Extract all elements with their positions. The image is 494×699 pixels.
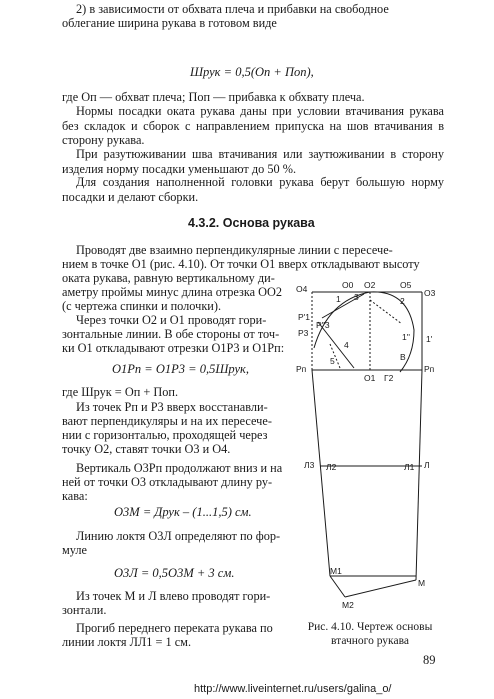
label-o3: О3 (424, 288, 436, 298)
paragraph-13-line-2: линии локтя ЛЛ1 = 1 см. (62, 635, 192, 649)
paragraph-10-line-2: ней от точки О3 откладывают длину ру- (62, 475, 273, 489)
paragraph-8: где Шрук = Оп + Поп. (62, 385, 179, 399)
paragraph-7-line-1: Через точки О2 и О1 проводят гори- (76, 313, 267, 327)
label-pn-right: Рп (424, 364, 435, 374)
figure-caption (300, 620, 440, 648)
paragraph-6-line-4: аметру проймы минус длина отрезка ОО2 (62, 285, 283, 299)
label-5: 5 (330, 356, 335, 366)
formula-o1pn: О1Рп = О1Р3 = 0,5Шрук, (112, 362, 249, 376)
paragraph-9-line-3: нии с горизонталью, проходящей через (62, 428, 268, 442)
label-l3: Л3 (304, 460, 315, 470)
paragraph-12-line-2: зонтали. (62, 603, 107, 617)
paragraph-11-line-1: Линию локтя О3Л определяют по фор- (76, 529, 281, 543)
label-g2: Г2 (384, 373, 394, 383)
label-o0: О0 (342, 280, 354, 290)
label-p1-prime: Р'1 (298, 312, 311, 322)
paragraph-6-line-5: (с чертежа спинки и полочки). (62, 299, 222, 313)
label-1-double-prime: 1'' (402, 332, 410, 342)
sleeve-cap-curve (314, 292, 414, 372)
paragraph-7-line-2: зонтальные линии. В обе стороны от точ- (62, 327, 280, 341)
label-l1: Л1 (404, 462, 415, 472)
label-m2: М2 (342, 600, 354, 610)
line-bottom-hem (345, 580, 416, 597)
paragraph-13-line-1: Прогиб переднего переката рукава по (76, 621, 273, 635)
line-right-side (416, 370, 422, 580)
figure-labels (296, 280, 436, 610)
sleeve-draft-figure (292, 278, 446, 612)
paragraph-1-line-1: 2) в зависимости от обхвата плеча и прибавки на свободное (76, 2, 389, 16)
figure-caption-line-1: Рис. 4.10. Чертеж основы (307, 621, 433, 633)
label-m1: М1 (330, 566, 342, 576)
paragraph-11-line-2: муле (62, 543, 87, 557)
paragraph-9-line-2: вают перпендикуляры и на их пересече- (62, 414, 272, 428)
page-number: 89 (423, 653, 436, 667)
paragraph-4: При разутюживании шва втачивания или заутюживании в сторону изделия норму посадки уменьшают до 50 %. (62, 147, 444, 176)
label-m: М (418, 578, 426, 588)
line-bottom-left (330, 576, 345, 597)
paragraph-3: Нормы посадки оката рукава даны при условии втачивания рукава без складок и сборок с направлением припуска на шов втачивания в сторону рукава. (62, 104, 444, 147)
formula-elbow-line: О3Л = 0,5О3М + 3 см. (114, 566, 235, 580)
paragraph-6-line-3: оката рукава, равную вертикальному ди- (62, 271, 275, 285)
paragraph-1-line-2: облегание ширина рукава в готовом виде (62, 16, 277, 30)
paragraph-7-line-3: ки О1 откладывают отрезки О1Р3 и О1Рп: (62, 341, 285, 355)
section-heading: 4.3.2. Основа рукава (188, 216, 315, 230)
label-o5: О5 (400, 280, 412, 290)
paragraph-6-line-1: Проводят две взаимно перпендикулярные линии с пересече- (76, 243, 393, 257)
label-p3: Р3 (298, 328, 309, 338)
line-diagonal-right (370, 300, 402, 324)
label-o4: О4 (296, 284, 308, 294)
label-o2: О2 (364, 280, 376, 290)
label-2: 2 (400, 296, 405, 306)
formula-sleeve-width: Шрук = 0,5(Оп + Поп), (190, 65, 314, 79)
label-pn-left: Рп (296, 364, 307, 374)
paragraph-9-line-1: Из точек Рп и Р3 вверх восстанавли- (76, 400, 268, 414)
label-3: 3 (354, 292, 359, 302)
paragraph-2: где Оп — обхват плеча; Поп — прибавка к обхвату плеча. (62, 90, 365, 104)
label-4: 4 (344, 340, 349, 350)
paragraph-5: Для создания наполненной головки рукава берут большую норму посадки и делают сборки. (62, 175, 444, 204)
figure-caption-line-2: втачного рукава (331, 635, 409, 647)
paragraph-9-line-4: точку О2, ставят точки О3 и О4. (62, 442, 231, 456)
label-l: Л (424, 460, 430, 470)
formula-sleeve-length: О3М = Друк – (1...1,5) см. (114, 505, 252, 519)
label-p3-double-prime: Р''3 (316, 320, 330, 330)
paragraph-10-line-3: кава: (62, 489, 88, 503)
label-b: В (400, 352, 406, 362)
label-o1: О1 (364, 373, 376, 383)
line-left-side (312, 370, 330, 576)
label-l2: Л2 (326, 462, 337, 472)
paragraph-6-line-2: нием в точке О1 (рис. 4.10). От точки О1 вверх откладывают высоту (62, 257, 420, 271)
label-1: 1 (336, 294, 341, 304)
source-url[interactable]: http://www.liveinternet.ru/users/galina_o/ (194, 683, 392, 695)
label-1-prime: 1' (426, 334, 433, 344)
paragraph-10-line-1: Вертикаль О3Рп продолжают вниз и на (76, 461, 283, 475)
paragraph-12-line-1: Из точек М и Л влево проводят гори- (76, 589, 271, 603)
